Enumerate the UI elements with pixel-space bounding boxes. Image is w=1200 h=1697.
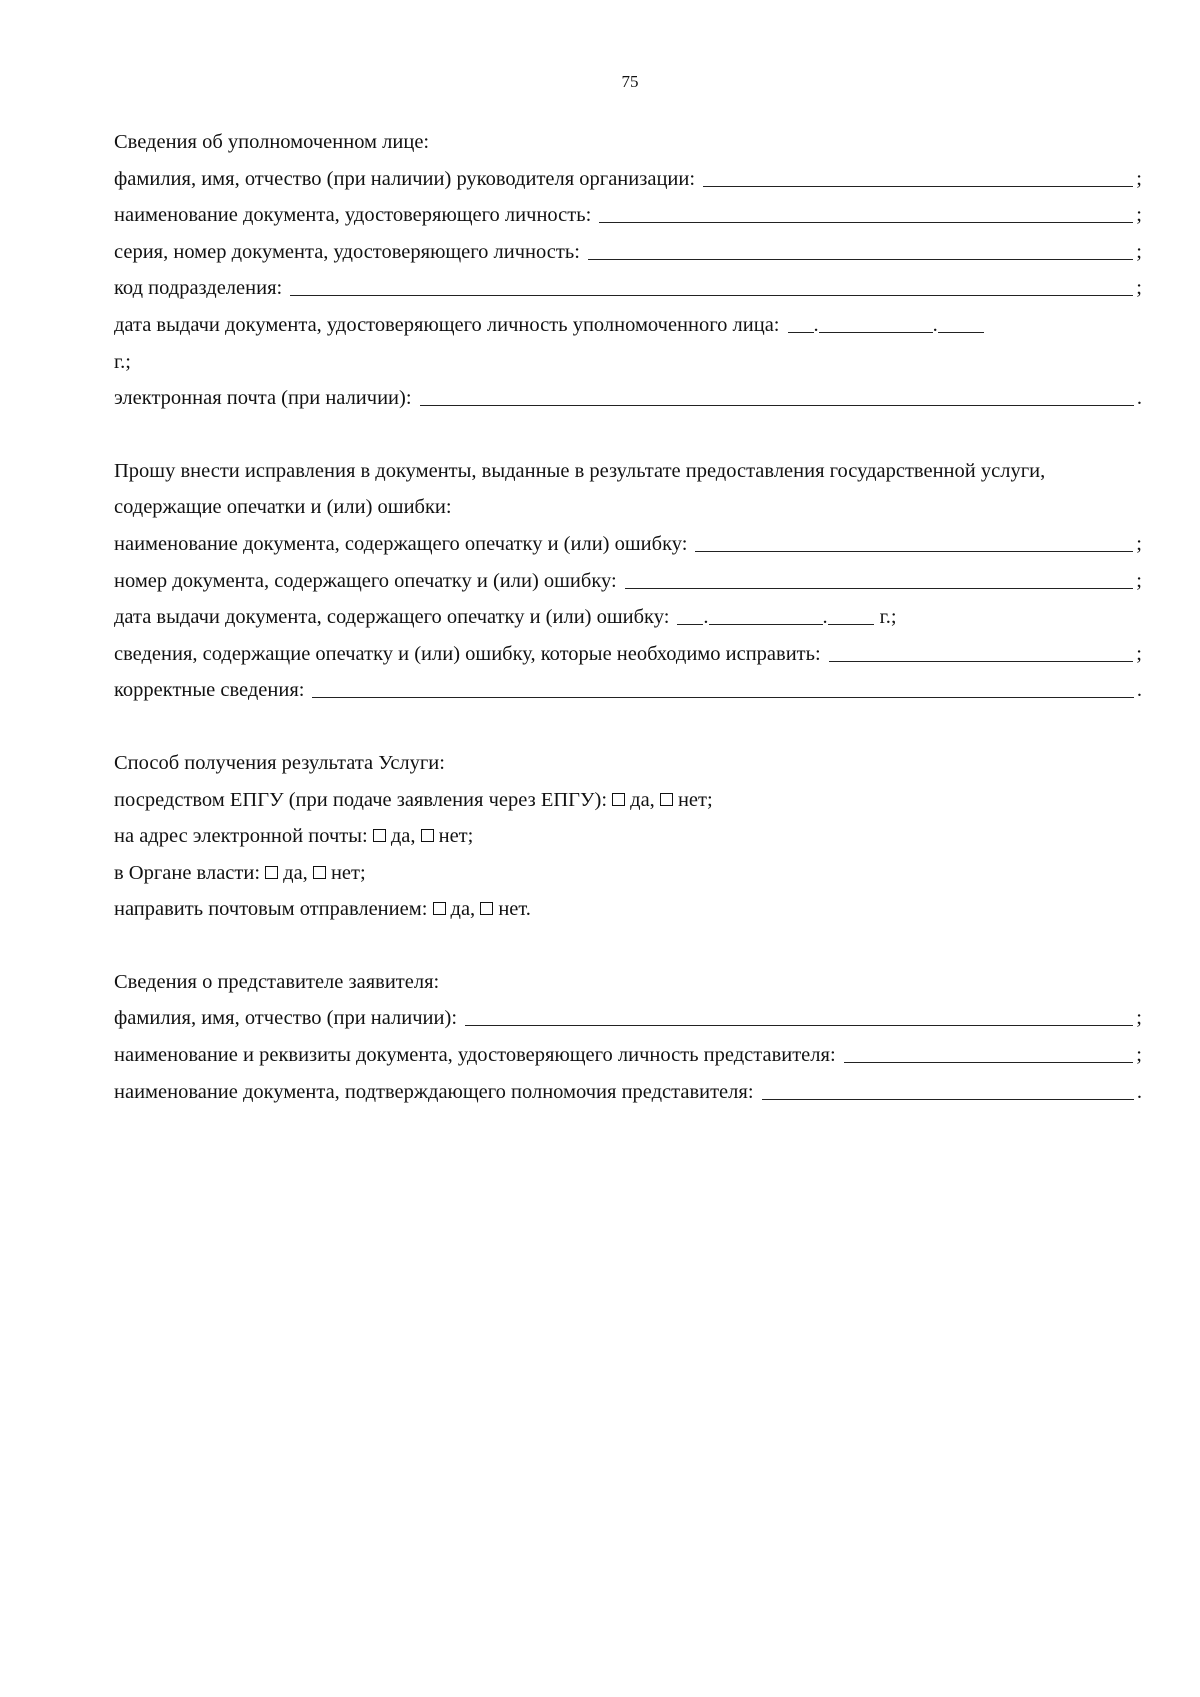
id-document-name-blank[interactable] bbox=[599, 202, 1133, 223]
division-code-blank[interactable] bbox=[290, 275, 1133, 296]
authority-no-checkbox[interactable] bbox=[313, 866, 326, 879]
delivery-option-authority: в Органе власти: да, нет; bbox=[114, 861, 366, 884]
page-number: 75 bbox=[621, 72, 639, 91]
representative-heading: Сведения о представителе заявителя: bbox=[114, 970, 440, 993]
director-full-name-blank[interactable] bbox=[703, 166, 1133, 187]
email-blank[interactable] bbox=[420, 385, 1134, 406]
id-document-series-field: серия, номер документа, удостоверяющего личность: ; bbox=[114, 240, 1142, 263]
issue-day-blank[interactable] bbox=[788, 312, 814, 333]
email-field: электронная почта (при наличии): . bbox=[114, 387, 1142, 410]
issue-year-blank[interactable] bbox=[938, 312, 984, 333]
doc-day-blank[interactable] bbox=[677, 604, 703, 625]
director-full-name-field: фамилия, имя, отчество (при наличии) руководителя организации: ; bbox=[114, 167, 1142, 190]
correction-request-intro: Прошу внести исправления в документы, выданные в результате предоставления государственной услуги, содержащие опечатки и (или) ошибки: bbox=[114, 459, 1046, 519]
erroneous-info-field: сведения, содержащие опечатку и (или) ошибку, которые необходимо исправить: ; bbox=[114, 642, 1142, 665]
mail-yes-checkbox[interactable] bbox=[433, 902, 446, 915]
representative-id-doc-blank[interactable] bbox=[844, 1042, 1134, 1063]
epgu-yes-checkbox[interactable] bbox=[612, 793, 625, 806]
issue-month-blank[interactable] bbox=[819, 312, 933, 333]
epgu-no-checkbox[interactable] bbox=[660, 793, 673, 806]
representative-id-doc-field: наименование и реквизиты документа, удостоверяющего личность представителя: ; bbox=[114, 1044, 1142, 1067]
authority-yes-checkbox[interactable] bbox=[265, 866, 278, 879]
erroneous-doc-name-blank[interactable] bbox=[695, 531, 1133, 552]
authority-doc-blank[interactable] bbox=[762, 1079, 1134, 1100]
delivery-option-mail: направить почтовым отправлением: да, нет. bbox=[114, 898, 531, 921]
erroneous-doc-name-field: наименование документа, содержащего опечатку и (или) ошибку: ; bbox=[114, 532, 1142, 555]
id-issue-date-field: дата выдачи документа, удостоверяющего личность уполномоченного лица: . . bbox=[114, 307, 1142, 344]
authorized-person-heading: Сведения об уполномоченном лице: bbox=[114, 131, 430, 153]
erroneous-info-blank[interactable] bbox=[829, 641, 1134, 662]
application-form bbox=[114, 124, 1142, 1110]
erroneous-doc-number-field: номер документа, содержащего опечатку и (или) ошибку: ; bbox=[114, 569, 1142, 592]
email-no-checkbox[interactable] bbox=[421, 829, 434, 842]
id-document-name-field: наименование документа, удостоверяющего личность: ; bbox=[114, 204, 1142, 227]
representative-full-name-blank[interactable] bbox=[465, 1005, 1133, 1026]
email-yes-checkbox[interactable] bbox=[373, 829, 386, 842]
erroneous-doc-date-field: дата выдачи документа, содержащего опечатку и (или) ошибку: . . г.; bbox=[114, 606, 897, 629]
id-document-series-blank[interactable] bbox=[588, 239, 1133, 260]
authority-doc-field: наименование документа, подтверждающего полномочия представителя: . bbox=[114, 1080, 1142, 1103]
correct-info-field: корректные сведения: . bbox=[114, 679, 1142, 702]
delivery-method-heading: Способ получения результата Услуги: bbox=[114, 751, 445, 774]
delivery-option-email: на адрес электронной почты: да, нет; bbox=[114, 825, 474, 848]
delivery-option-epgu: посредством ЕПГУ (при подаче заявления через ЕПГУ): да, нет; bbox=[114, 788, 713, 811]
division-code-field: код подразделения: ; bbox=[114, 277, 1142, 300]
doc-year-blank[interactable] bbox=[828, 604, 874, 625]
issue-date-year-suffix: г.; bbox=[114, 350, 131, 373]
erroneous-doc-number-blank[interactable] bbox=[625, 568, 1134, 589]
correct-info-blank[interactable] bbox=[312, 677, 1133, 698]
mail-no-checkbox[interactable] bbox=[480, 902, 493, 915]
representative-full-name-field: фамилия, имя, отчество (при наличии): ; bbox=[114, 1007, 1142, 1030]
doc-month-blank[interactable] bbox=[709, 604, 823, 625]
